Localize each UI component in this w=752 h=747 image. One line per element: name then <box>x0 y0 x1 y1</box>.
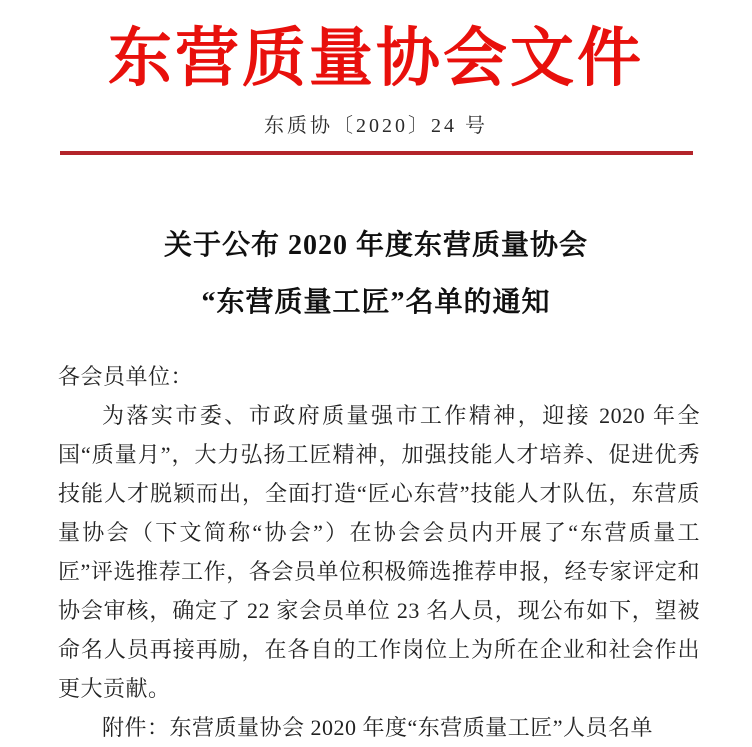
document-title-line2: “东营质量工匠”名单的通知 <box>201 287 551 318</box>
body-paragraph: 为落实市委、市政府质量强市工作精神，迎接 2020 年全国“质量月”，大力弘扬工匠精神，加强技能人才培养、促进优秀技能人才脱颖而出，全面打造“匠心东营”技能人才队伍，东营质量协会（下文简称“协会”）在协会会员内开展了“东营质量工匠”评选推荐工作，各会员单位积极筛选推荐申报，经专家评定和协会审核，确定了 22 家会员单位 23 名人员，现公布如下，望被命名人员再接再励，在各自的工作岗位上为所在企业和社会作出更大贡献。 <box>58 403 700 701</box>
document-title-line1: 关于公布 2020 年度东营质量协会 <box>163 230 588 261</box>
salutation: 各会员单位： <box>58 364 194 389</box>
document-page <box>0 16 752 740</box>
document-number: 东质协〔2020〕24 号 <box>264 115 488 137</box>
document-header-title: 东营质量协会文件 <box>108 23 644 94</box>
attachment-note: 附件：东营质量协会 2020 年度“东营质量工匠”人员名单 <box>102 715 654 740</box>
document-body <box>0 357 752 747</box>
document-title <box>0 217 752 331</box>
red-separator-line <box>60 151 693 155</box>
